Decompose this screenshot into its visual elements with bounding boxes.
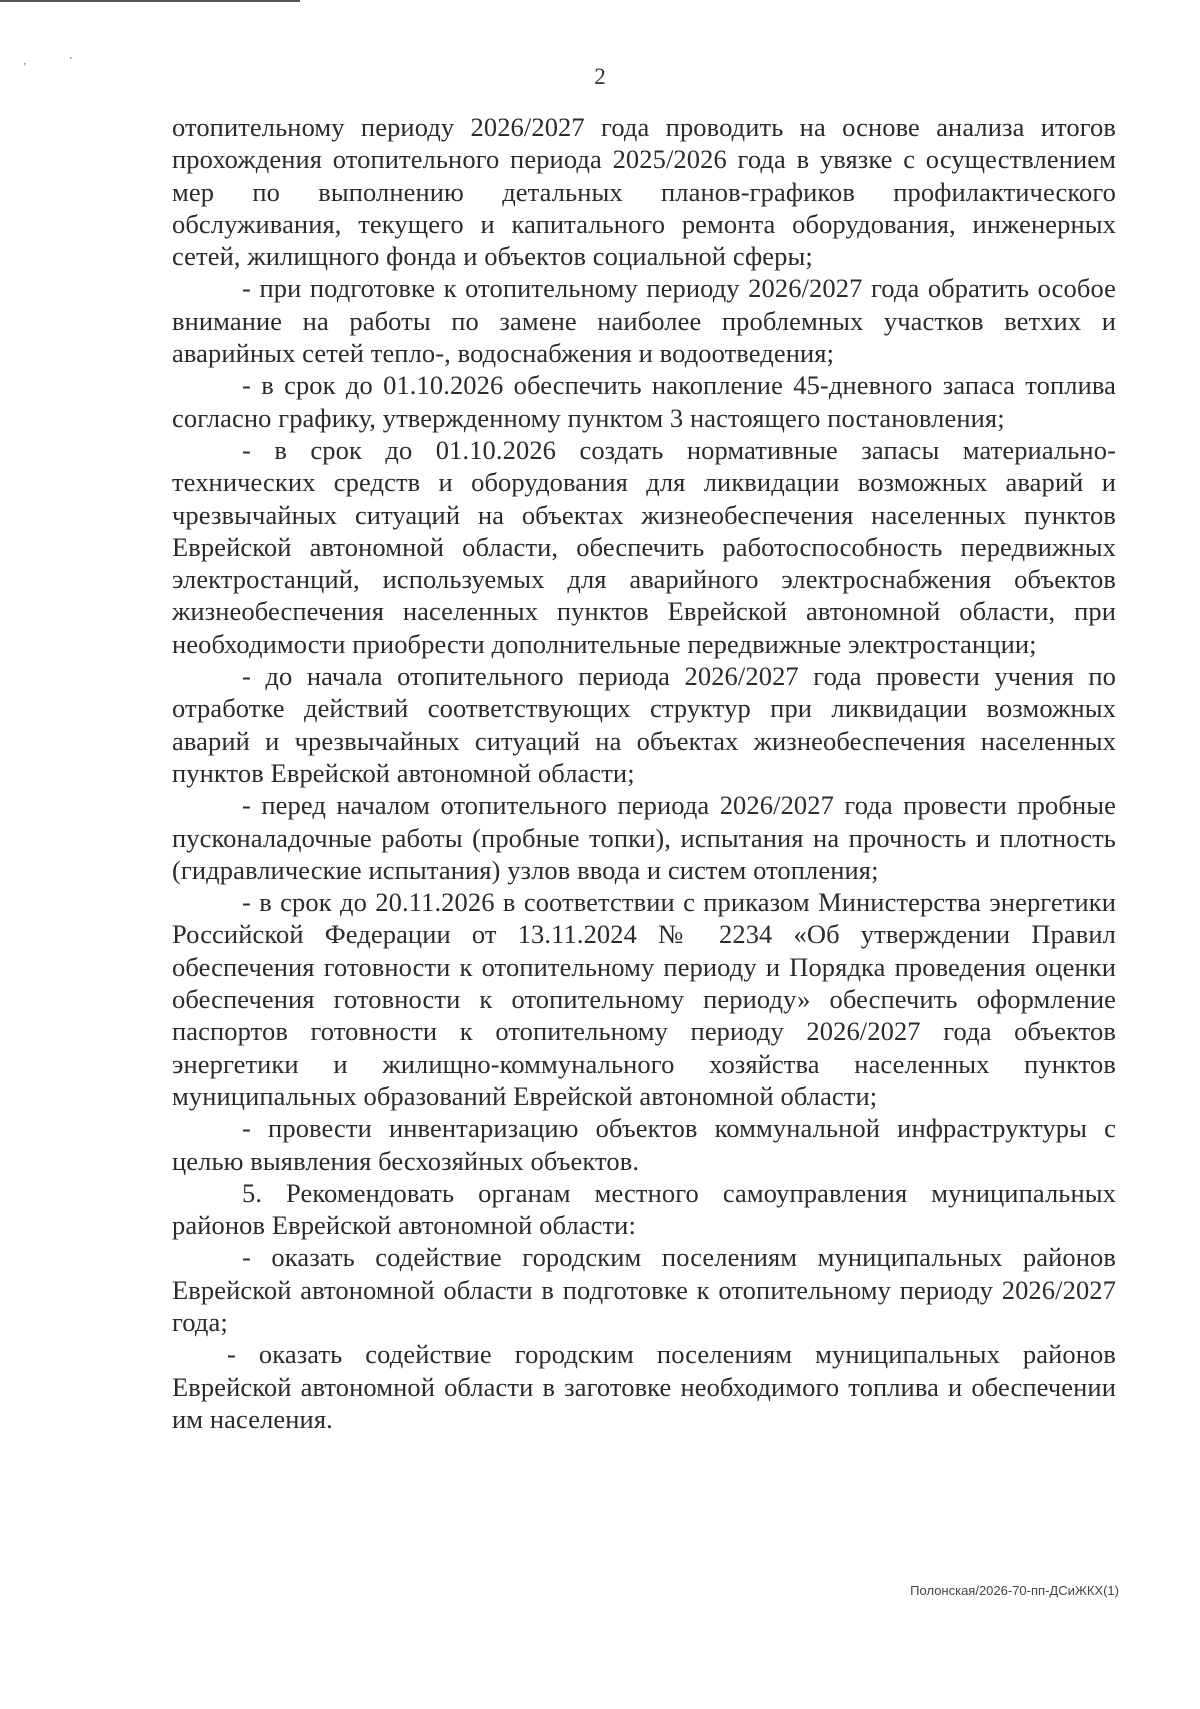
paragraph: - при подготовке к отопительному периоду 2026/2027 года обратить особое внимание на работы по замене наиболее проблемных участков ветхих и аварийных сетей тепло-, водоснабжения и водоотведения; [172,273,1116,369]
paragraph: - провести инвентаризацию объектов коммунальной инфраструктуры с целью выявления бесхозяйных объектов. [172,1113,1116,1176]
paragraph: - в срок до 01.10.2026 создать нормативные запасы материально-технических средств и оборудования для ликвидации возможных аварий и чрезвычайных ситуаций на объектах жизнеобеспечения населенных пунктов Еврейской автономной области, обеспечить работоспособность передвижных электростанций, используемых для аварийного электроснабжения объектов жизнеобеспечения населенных пунктов Еврейской автономной области, при необходимости приобрести дополнительные передвижные электростанции; [172,434,1116,659]
paragraph: отопительному периоду 2026/2027 года проводить на основе анализа итогов прохождения отопительного периода 2025/2026 года в увязке с осуществлением мер по выполнению детальных планов-графиков профилактического обслуживания, текущего и капитального ремонта оборудования, инженерных сетей, жилищного фонда и объектов социальной сферы; [172,112,1116,272]
paragraph: - перед началом отопительного периода 2026/2027 года провести пробные пусконаладочные работы (пробные топки), испытания на прочность и плотность (гидравлические испытания) узлов ввода и систем отопления; [172,790,1116,885]
paragraph: - оказать содействие городским поселениям муниципальных районов Еврейской автономной области в подготовке к отопительному периоду 2026/2027 года; [172,1242,1116,1337]
page-number: 2 [594,64,606,89]
scan-speck: ' [24,62,26,73]
paragraph: 5. Рекомендовать органам местного самоуправления муниципальных районов Еврейской автономной области: [172,1177,1116,1241]
document-reference: Полонская/2026-70-пп-ДСиЖКХ(1) [910,1583,1119,1598]
paragraph: - до начала отопительного периода 2026/2027 года провести учения по отработке действий соответствующих структур при ликвидации возможных аварий и чрезвычайных ситуаций на объектах жизнеобеспечения населенных пунктов Еврейской автономной области; [172,661,1116,788]
paragraph: - в срок до 01.10.2026 обеспечить накопление 45-дневного запаса топлива согласно графику, утвержденному пунктом 3 настоящего постановления; [172,370,1116,433]
document-body [172,111,1116,1435]
scan-speck: ' [70,56,72,67]
scan-edge-line [0,0,300,2]
paragraph: - оказать содействие городским поселениям муниципальных районов Еврейской автономной области в заготовке необходимого топлива и обеспечении им населения. [172,1339,1116,1434]
paragraph: - в срок до 20.11.2026 в соответствии с приказом Министерства энергетики Российской Федерации от 13.11.2024 № 2234 «Об утверждении Правил обеспечения готовности к отопительному периоду и Порядка проведения оценки обеспечения готовности к отопительному периоду» обеспечить оформление паспортов готовности к отопительному периоду 2026/2027 года объектов энергетики и жилищно-коммунального хозяйства населенных пунктов муниципальных образований Еврейской автономной области; [172,887,1116,1111]
